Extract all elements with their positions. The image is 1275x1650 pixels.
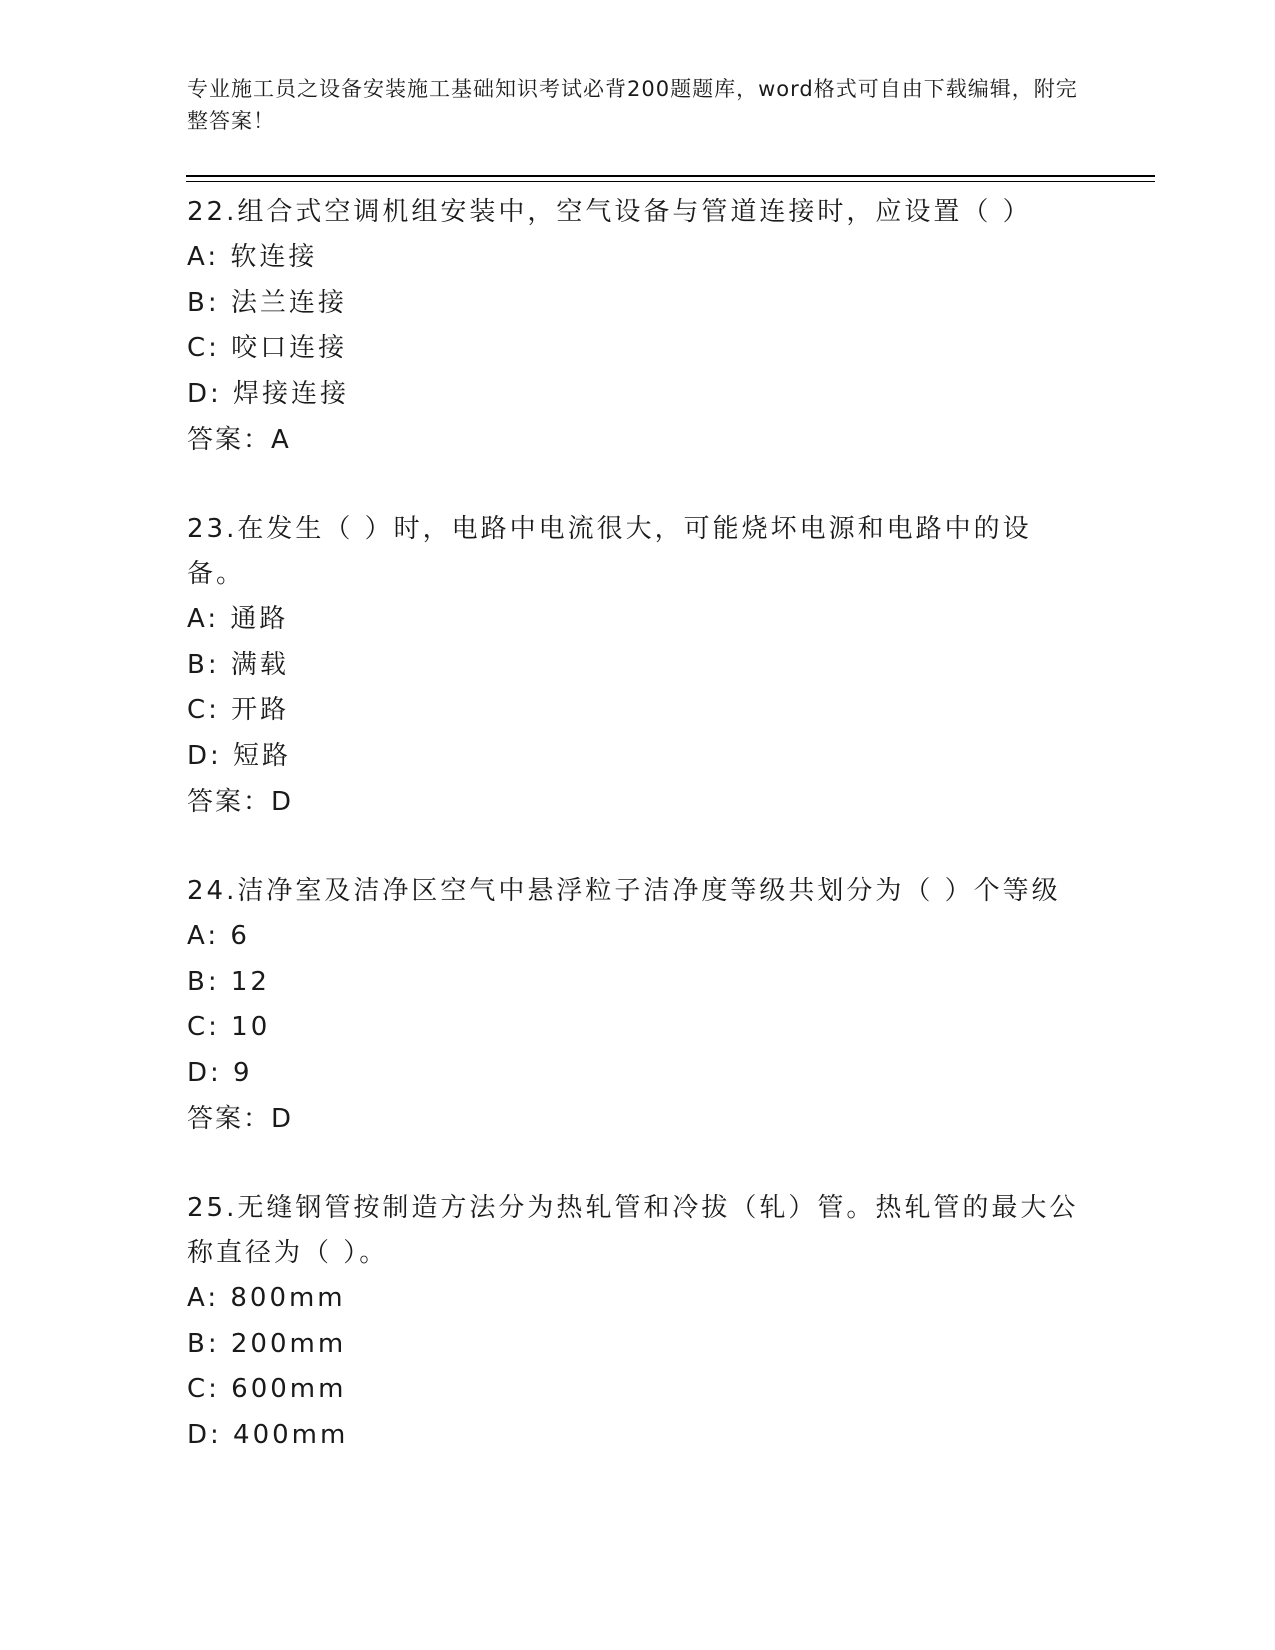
option-d: D: 短路 xyxy=(187,740,292,771)
option-b: B: 满载 xyxy=(187,649,289,680)
option-c: C: 开路 xyxy=(187,695,290,725)
question-text: 25.无缝钢管按制造方法分为热轧管和冷拔（轧）管。热轧管的最大公称直径为（ ）。 xyxy=(187,1193,1079,1268)
option-d: D: 9 xyxy=(187,1057,253,1088)
option-d: D: 400mm xyxy=(187,1419,349,1450)
answer-line: 答案：D xyxy=(187,1104,294,1134)
question-text: 22.组合式空调机组安装中，空气设备与管道连接时，应设置（ ） xyxy=(187,197,1032,227)
option-b: B: 12 xyxy=(187,966,270,997)
option-a: A: 800mm xyxy=(187,1283,346,1313)
question-text: 23.在发生（ ）时，电路中电流很大，可能烧坏电源和电路中的设备。 xyxy=(187,514,1032,589)
question-list xyxy=(187,190,1087,1458)
question-spacer xyxy=(187,825,1087,869)
question-spacer xyxy=(187,463,1087,507)
question-block-24 xyxy=(187,869,1087,1142)
answer-line: 答案：A xyxy=(187,425,291,455)
question-spacer xyxy=(187,1142,1087,1186)
option-c: C: 咬口连接 xyxy=(187,333,348,363)
option-a: A: 6 xyxy=(187,921,250,951)
option-b: B: 200mm xyxy=(187,1328,347,1359)
option-d: D: 焊接连接 xyxy=(187,378,350,409)
option-b: B: 法兰连接 xyxy=(187,287,347,318)
question-block-23 xyxy=(187,507,1087,825)
answer-line: 答案：D xyxy=(187,787,294,817)
header-divider-top xyxy=(186,175,1155,177)
option-c: C: 600mm xyxy=(187,1374,347,1404)
header-divider-bottom xyxy=(186,181,1155,182)
option-c: C: 10 xyxy=(187,1012,271,1042)
document-title: 专业施工员之设备安装施工基础知识考试必背200题题库，word格式可自由下载编辑，附完整答案！ xyxy=(187,77,1078,133)
question-block-25 xyxy=(187,1186,1087,1458)
option-a: A: 通路 xyxy=(187,604,289,634)
question-block-22 xyxy=(187,190,1087,463)
option-a: A: 软连接 xyxy=(187,242,318,272)
question-text: 24.洁净室及洁净区空气中悬浮粒子洁净度等级共划分为（ ）个等级 xyxy=(187,876,1061,906)
